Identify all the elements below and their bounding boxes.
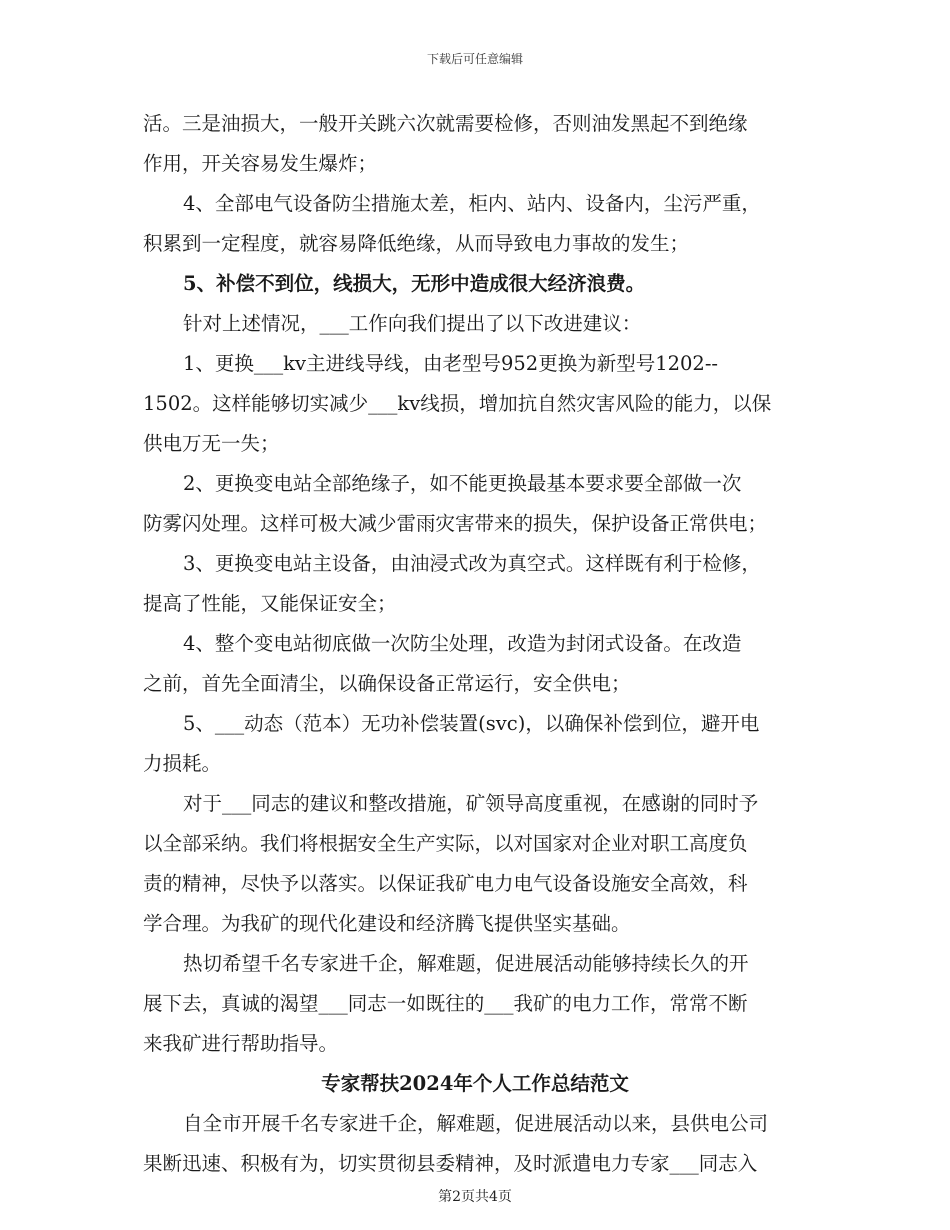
paragraph-line: 热切希望千名专家进千企，解难题，促进展活动能够持续长久的开 — [183, 952, 749, 975]
paragraph-line: 积累到一定程度，就容易降低绝缘，从而导致电力事故的发生； — [143, 232, 690, 255]
paragraph-line: 活。三是油损大，一般开关跳六次就需要检修，否则油发黑起不到绝缘 — [143, 112, 748, 135]
paragraph-line: 自全市开展千名专家进千企，解难题，促进展活动以来，县供电公司 — [183, 1112, 769, 1135]
paragraph-line: 提高了性能，又能保证安全； — [143, 592, 397, 615]
paragraph-line: 2、更换变电站全部绝缘子，如不能更换最基本要求要全部做一次 — [183, 472, 742, 495]
page-number: 第2页共4页 — [438, 1189, 512, 1205]
paragraph-line: 之前，首先全面清尘，以确保设备正常运行，安全供电； — [143, 672, 631, 695]
paragraph-line: 防雾闪处理。这样可极大减少雷雨灾害带来的损失，保护设备正常供电； — [143, 512, 768, 535]
paragraph-line: 1、更换___kv主进线导线，由老型号952更换为新型号1202-- — [183, 352, 719, 375]
paragraph-line: 4、全部电气设备防尘措施太差，柜内、站内、设备内，尘污严重， — [183, 192, 761, 215]
paragraph-line: 果断迅速、积极有为，切实贯彻县委精神，及时派遣电力专家___同志入 — [143, 1152, 758, 1175]
paragraph-line: 针对上述情况，___工作向我们提出了以下改进建议： — [183, 312, 642, 335]
paragraph-line: 以全部采纳。我们将根据安全生产实际，以对国家对企业对职工高度负 — [143, 832, 748, 855]
document-body — [143, 104, 807, 1184]
paragraph-line: 责的精神，尽快予以落实。以保证我矿电力电气设备设施安全高效，科 — [143, 872, 748, 895]
paragraph-line: 作用，开关容易发生爆炸； — [143, 152, 378, 175]
section-title: 专家帮扶2024年个人工作总结范文 — [321, 1072, 629, 1095]
page-header-note: 下载后可任意编辑 — [426, 52, 523, 66]
paragraph-line: 5、___动态（范本）无功补偿装置(svc)，以确保补偿到位，避开电 — [183, 712, 760, 735]
paragraph-line: 来我矿进行帮助指导。 — [143, 1032, 339, 1055]
paragraph-line: 4、整个变电站彻底做一次防尘处理，改造为封闭式设备。在改造 — [183, 632, 742, 655]
bold-paragraph-line: 5、补偿不到位，线损大，无形中造成很大经济浪费。 — [183, 272, 646, 295]
paragraph-line: 3、更换变电站主设备，由油浸式改为真空式。这样既有利于检修， — [183, 552, 761, 575]
paragraph-line: 1502。这样能够切实减少___kv线损，增加抗自然灾害风险的能力，以保 — [143, 392, 772, 415]
paragraph-line: 学合理。为我矿的现代化建设和经济腾飞提供坚实基础。 — [143, 912, 631, 935]
paragraph-line: 供电万无一失； — [143, 432, 280, 455]
paragraph-line: 力损耗。 — [143, 752, 222, 775]
paragraph-line: 展下去，真诚的渴望___同志一如既往的___我矿的电力工作，常常不断 — [143, 992, 748, 1015]
paragraph-line: 对于___同志的建议和整改措施，矿领导高度重视，在感谢的同时予 — [183, 792, 759, 815]
